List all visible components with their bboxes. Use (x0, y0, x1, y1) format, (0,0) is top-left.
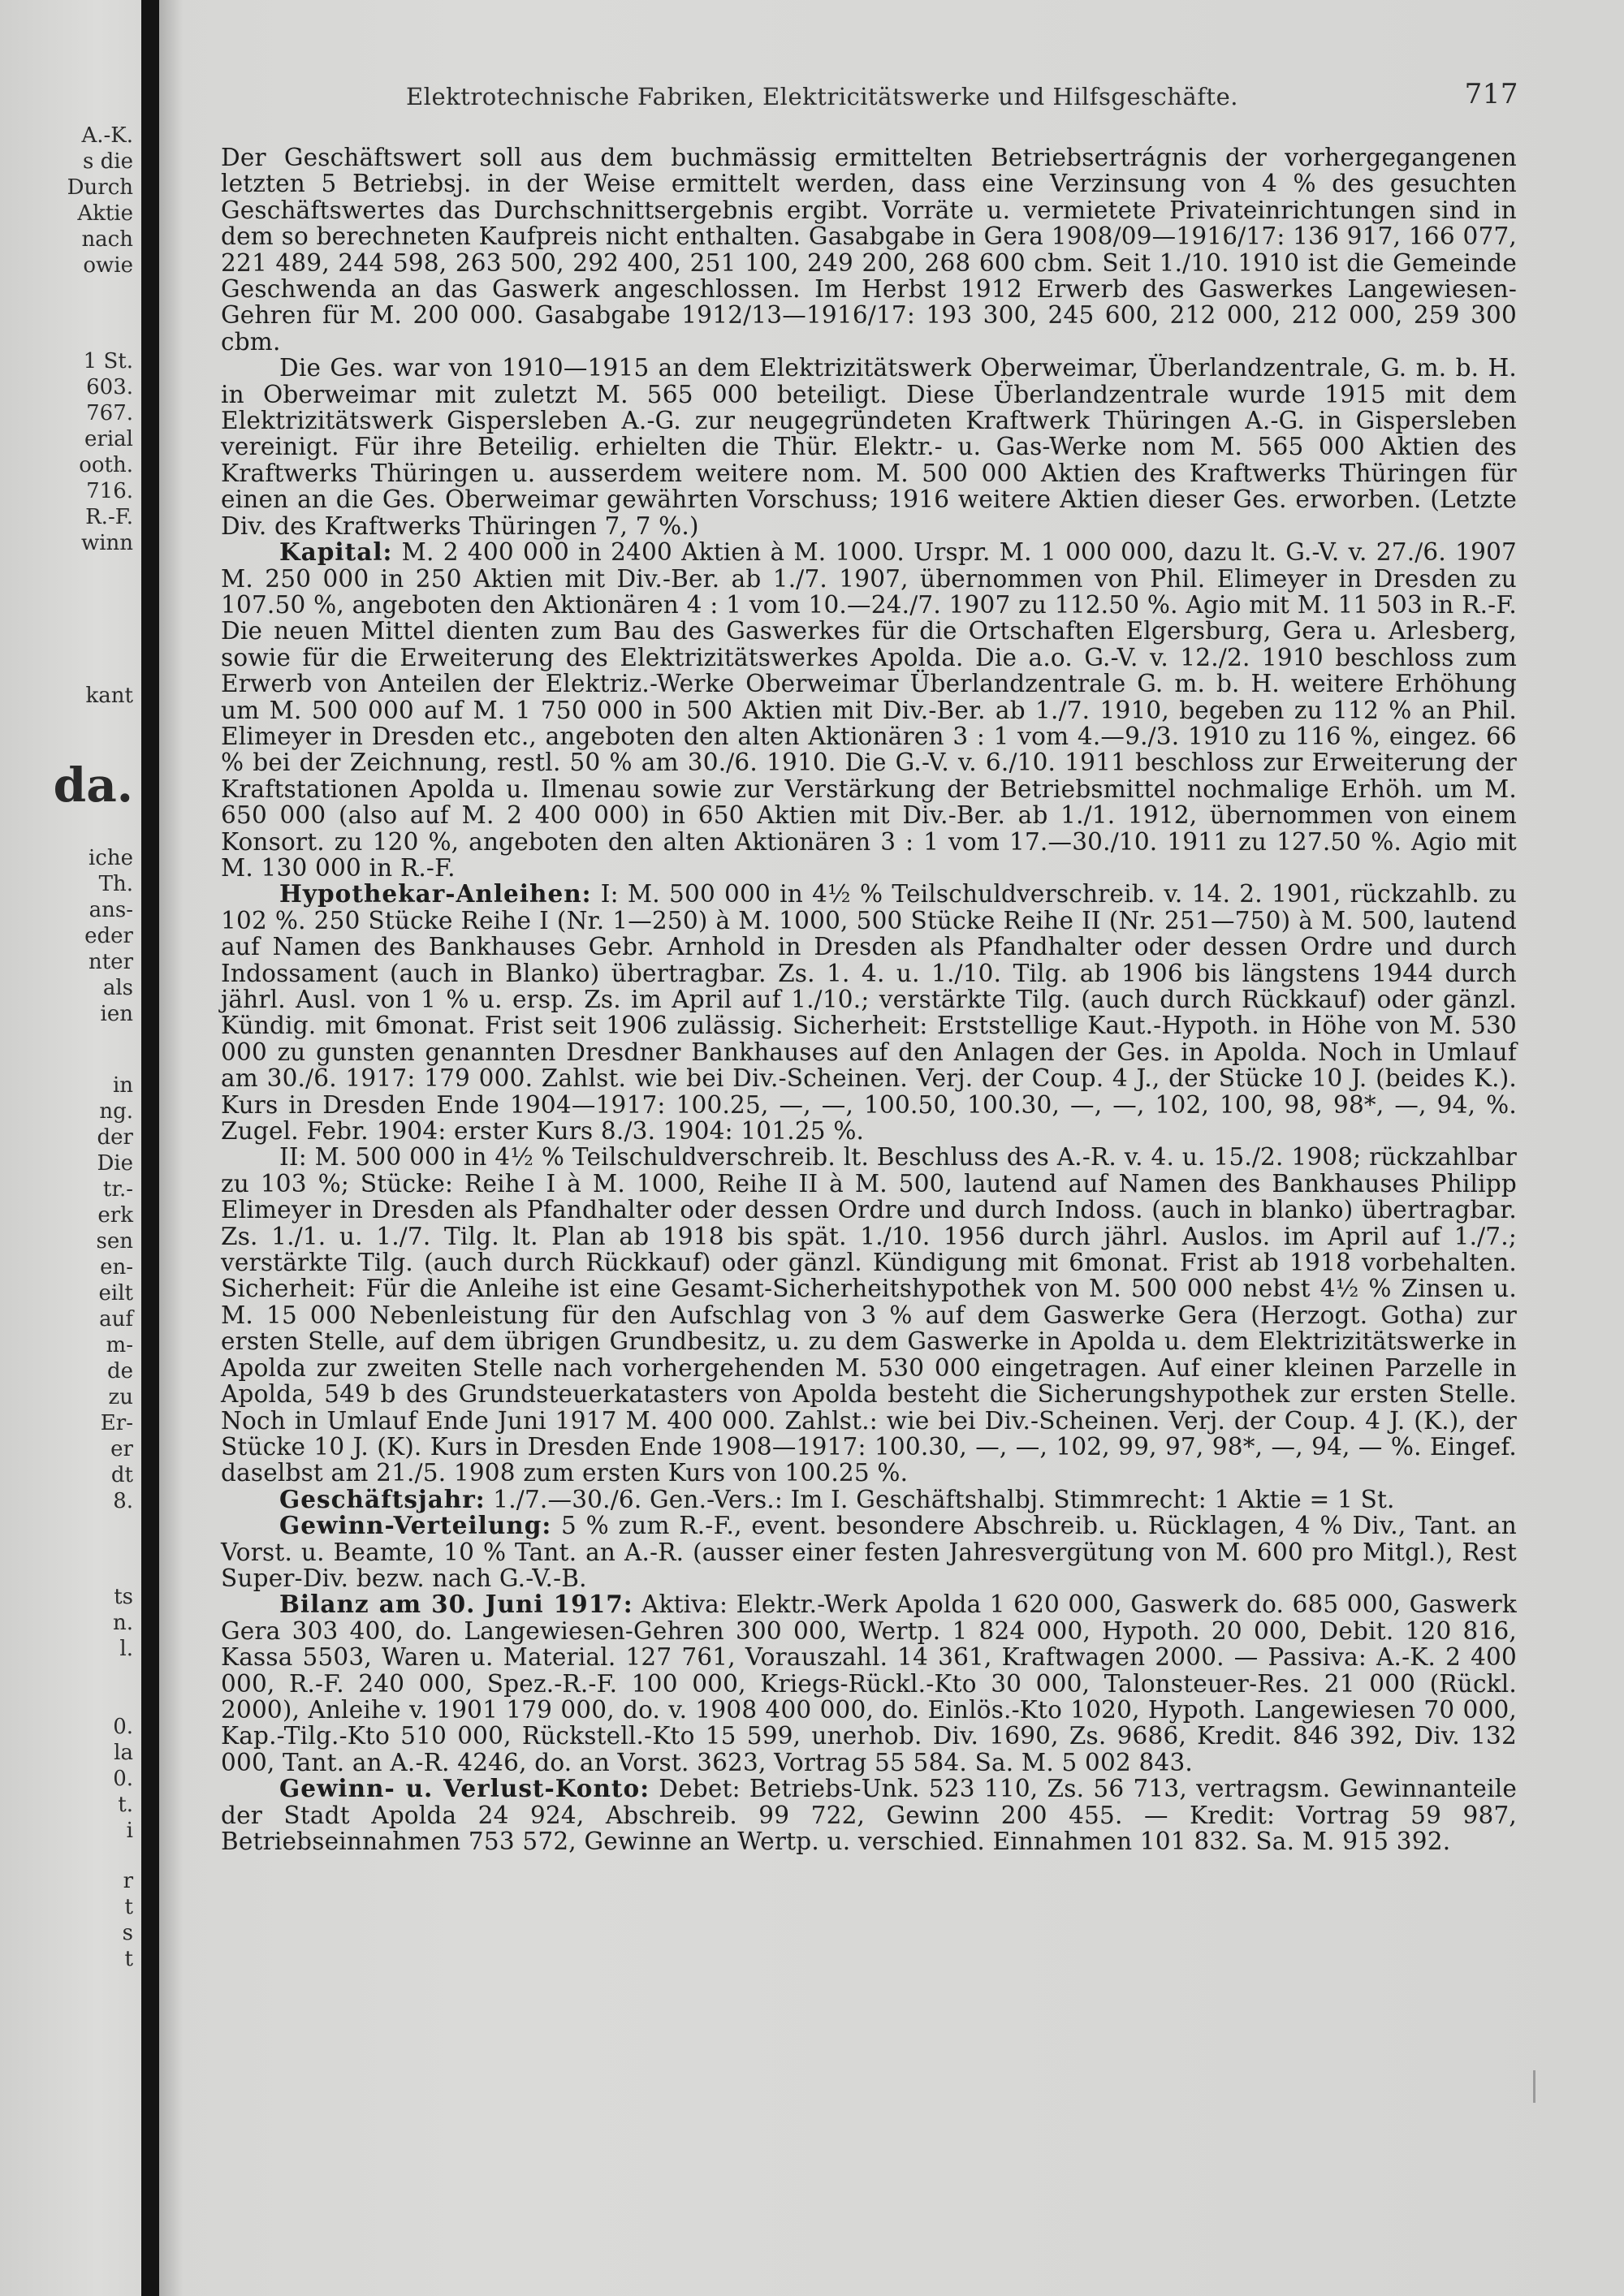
paragraph-text: M. 2 400 000 in 2400 Aktien à M. 1000. Urspr. M. 1 000 000, dazu lt. G.-V. v. 27./6. 1907 M. 250 000 in 250 Aktien mit Div.-Ber. ab 1./7. 1907, übernommen von Phil. Elimeyer in Dresden zu 107.50 %, angeboten den Aktionären 4 : 1 vom 10.—24./7. 1907 zu 112.50 %. Agio mit M. 11 503 in R.-F. Die neuen Mittel dienten zum Bau des Gaswerkes für die Ortschaften Elgersburg, Gera u. Arlesberg, sowie für die Erweiterung des Elektrizitätswerkes Apolda. Die a.o. G.-V. v. 12./2. 1910 beschloss zum Erwerb von Anteilen der Elektriz.-Werke Oberweimar Überlandzentrale G. m. b. H. weitere Erhöhung um M. 500 000 auf M. 1 750 000 in 500 Aktien mit Div.-Ber. ab 1./7. 1910, begeben zu 112 % an Phil. Elimeyer in Dresden etc., angeboten den alten Aktionären 3 : 1 vom 4.—9./3. 1910 zu 116 %, eingez. 66 % bei der Zeichnung, restl. 50 % am 30./6. 1910. Die G.-V. v. 6./10. 1911 beschloss zur Erweiterung der Kraftstationen Apolda u. Ilmenau sowie zur Verstärkung der Betriebsmittel nochmalige Erhöh. um M. 650 000 (also auf M. 2 400 000) in 650 Aktien mit Div.-Ber. ab 1./1. 1912, übernommen von einem Konsort. zu 120 %, angeboten den alten Aktionären 3 : 1 vom 17.—30./10. 1911 zu 127.50 %. Agio mit M. 130 000 in R.-F. (221, 538, 1518, 882)
margin-fragment: l. (119, 1637, 133, 1661)
margin-fragment: m- (106, 1333, 133, 1357)
margin-fragment: 716. (86, 479, 133, 503)
margin-fragment: t (124, 1895, 133, 1919)
paragraph (221, 1484, 1517, 1513)
paragraph-text: Debet: Betriebs-Unk. 523 110, Zs. 56 713, vertragsm. Gewinnanteile der Stadt Apolda 24 924, Abschreib. 99 722, Gewinn 200 455. — Kredit: Vortrag 59 987, Betriebseinnahmen 753 572, Gewinne an Wertp. u. verschied. Einnahmen 101 832. Sa. M. 915 392. (221, 1775, 1517, 1855)
paragraph (221, 145, 1517, 355)
margin-fragment: dt (110, 1463, 133, 1487)
margin-fragment: tr.- (102, 1177, 133, 1202)
margin-fragment: erial (84, 427, 133, 451)
paragraph-text: Aktiva: Elektr.-Werk Apolda 1 620 000, Gaswerk do. 685 000, Gaswerk Gera 303 400, do. Langewiesen-Gehren 300 000, Wertp. 1 824 000, Hypoth. 20 000, Debit. 120 816, Kassa 5503, Waren u. Material. 127 761, Vorauszahl. 14 361, Kraftwagen 2000. — Passiva: A.-K. 2 400 000, R.-F. 240 000, Spez.-R.-F. 100 000, Kriegs-Rückl.-Kto 30 000, Talonsteuer-Res. 21 000 (Rückl. 2000), Anleihe v. 1901 179 000, do. v. 1908 400 000, do. Einlös.-Kto 1020, Hypoth. Langewiesen 70 000, Kap.-Tilg.-Kto 510 000, Rückstell.-Kto 15 599, unerhob. Div. 1690, Zs. 9686, Kredit. 846 392, Div. 132 000, Tant. an A.-R. 4246, do. an Vorst. 3623, Vortrag 55 584. Sa. M. 5 002 843. (221, 1590, 1518, 1776)
margin-fragment: Durch (67, 175, 133, 200)
margin-fragment: nach (81, 227, 133, 252)
margin-fragment: auf (99, 1307, 133, 1331)
paragraph (221, 355, 1517, 539)
section-heading: Bilanz am 30. Juni 1917: (279, 1590, 633, 1619)
section-heading: Gewinn-Verteilung: (279, 1511, 552, 1540)
paragraph-text: II: M. 500 000 in 4½ % Teilschuldverschreib. lt. Beschluss des A.-R. v. 4. u. 15./2. 1908; rückzahlbar zu 103 %; Stücke: Reihe I à M. 1000, Reihe II à M. 500, lautend auf Namen des Bankhauses Philipp Elimeyer in Dresden als Pfandhalter oder dessen Ordre und durch Indoss. (auch in blanko) übertragbar. Zs. 1./1. u. 1./7. Tilg. lt. Plan ab 1918 bis spät. 1./10. 1956 durch jährl. Auslos. im April auf 1./7.; verstärkte Tilg. (auch durch Rückkauf) oder gänzl. Kündigung mit 6monat. Frist ab 1918 vorbehalten. Sicherheit: Für die Anleihe ist eine Gesamt-Sicherheitshypothek von M. 500 000 nebst 4½ % Zinsen u. M. 15 000 Nebenleistung für den Aufschlag von 3 % auf dem Gaswerke Gera (Herzogt. Gotha) zur ersten Stelle, auf dem übrigen Grundbesitz, u. zu dem Gaswerke in Apolda u. dem Elektrizitätswerke in Apolda zur zweiten Stelle nach vorhergehenden M. 530 000 eingetragen. Auf einer kleinen Parzelle in Apolda, 549 b des Grundsteuerkatasters von Apolda besteht die Sicherungshypothek zur ersten Stelle. Noch in Umlauf Ende Juni 1917 M. 400 000. Zahlst.: wie bei Div.-Scheinen. Verj. der Coup. 4 J. (K.), der Stücke 10 J. (K). Kurs in Dresden Ende 1908—1917: 100.30, —, —, 102, 99, 97, 98*, —, 94, — %. Eingef. daselbst am 21./5. 1908 zum ersten Kurs von 100.25 %. (221, 1143, 1517, 1487)
margin-fragment: i (126, 1819, 133, 1843)
margin-fragment: eder (84, 924, 133, 948)
margin-fragment: Die (97, 1151, 133, 1176)
margin-fragment: 1 St. (83, 349, 133, 373)
section-heading: Gewinn- u. Verlust-Konto: (279, 1774, 650, 1803)
gutter-shadow (159, 0, 184, 2296)
margin-fragment: iche (88, 846, 133, 870)
section-heading: Hypothekar-Anleihen: (279, 879, 592, 908)
margin-fragment: 8. (113, 1489, 133, 1513)
margin-fragment: r (123, 1869, 133, 1893)
main-text-column (221, 145, 1517, 1854)
margin-fragment: winn (80, 531, 133, 555)
paragraph (221, 1513, 1517, 1591)
margin-fragment: owie (83, 253, 133, 278)
margin-fragment: ts (114, 1585, 133, 1609)
paragraph-text: Die Ges. war von 1910—1915 an dem Elektrizitätswerk Oberweimar, Überlandzentrale, G. m. b. H. in Oberweimar mit zuletzt M. 565 000 beteiligt. Diese Überlandzentrale wurde 1915 mit dem Elektrizitätswerk Gispersleben A.-G. zur neugegründeten Kraftwerk Thüringen A.-G. in Gispersleben vereinigt. Für ihre Beteilig. erhielten die Thür. Elektr.- u. Gas-Werke nom M. 565 000 Aktien des Kraftwerks Thüringen u. ausserdem weitere nom. M. 500 000 Aktien des Kraftwerks Thüringen für einen an die Ges. Oberweimar gewährten Vorschuss; 1916 weitere Aktien dieser Ges. erworben. (Letzte Div. des Kraftwerks Thüringen 7, 7 %.) (221, 354, 1517, 540)
paragraph-text: 1./7.—30./6. Gen.-Vers.: Im I. Geschäftshalbj. Stimmrecht: 1 Aktie = 1 St. (493, 1485, 1395, 1513)
margin-fragment: ng. (99, 1099, 133, 1124)
margin-fragment: erk (97, 1203, 133, 1228)
margin-fragment: en- (100, 1255, 133, 1280)
running-head (406, 78, 1518, 119)
margin-fragment: ien (100, 1002, 133, 1026)
margin-fragment: er (110, 1437, 133, 1461)
margin-fragment: 767. (86, 401, 133, 425)
margin-fragment: R.-F. (85, 505, 133, 529)
section-heading: Kapital: (279, 537, 393, 567)
margin-fragment: n. (112, 1611, 133, 1635)
paragraph-text: I: M. 500 000 in 4½ % Teilschuldverschreib. v. 14. 2. 1901, rückzahlb. zu 102 %. 250 Stücke Reihe I (Nr. 1—250) à M. 1000, 500 Stücke Reihe II (Nr. 251—750) à M. 500, lautend auf Namen des Bankhauses Gebr. Arnhold in Dresden als Pfandhalter oder dessen Ordre und durch Indossament (auch in Blanko) übertragbar. Zs. 1. 4. u. 1./10. Tilg. ab 1906 bis längstens 1944 durch jährl. Ausl. von 1 % u. ersp. Zs. im April auf 1./10.; verstärkte Tilg. (auch durch Rückkauf) oder gänzl. Kündig. mit 6monat. Frist seit 1906 zulässig. Sicherheit: Erststellige Kaut.-Hypoth. in Höhe von M. 530 000 zu gunsten genannten Dresdner Bankhauses auf den Anlagen der Ges. in Apolda. Noch in Umlauf am 30./6. 1917: 179 000. Zahlst. wie bei Div.-Scheinen. Verj. der Coup. 4 J., der Stücke 10 J. (beides K.). Kurs in Dresden Ende 1904—1917: 100.25, —, —, 100.50, 100.30, —, —, 102, 100, 98, 98*, —, 94, %. Zugel. Febr. 1904: erster Kurs 8./3. 1904: 101.25 %. (221, 880, 1518, 1146)
paragraph (221, 1591, 1517, 1776)
book-gutter-edge (141, 0, 159, 2296)
margin-fragment: nter (88, 950, 133, 974)
margin-fragment: A.-K. (81, 123, 133, 148)
margin-fragment: de (106, 1359, 133, 1383)
margin-fragment: Aktie (77, 201, 133, 226)
paragraph (221, 539, 1517, 881)
page-number: 717 (1464, 78, 1518, 110)
margin-fragment: Er- (100, 1411, 133, 1435)
section-heading: Geschäftsjahr: (279, 1484, 486, 1513)
margin-fragment: 0. (113, 1715, 133, 1739)
margin-fragment: la (114, 1741, 133, 1765)
running-head-title: Elektrotechnische Fabriken, Elektricitätswerke und Hilfsgeschäfte. (406, 83, 1238, 110)
scan-artifact-mark (1533, 2070, 1535, 2103)
previous-page-margin (0, 0, 140, 2296)
margin-fragment: ooth. (79, 453, 133, 477)
margin-fragment: s (122, 1921, 133, 1945)
margin-fragment: ans- (89, 898, 133, 922)
margin-fragment: 0. (113, 1767, 133, 1791)
margin-fragment: Th. (98, 872, 133, 896)
margin-fragment: s die (83, 149, 133, 174)
margin-fragment: 603. (86, 375, 133, 399)
margin-fragment: in (112, 1073, 133, 1098)
paragraph-text: 5 % zum R.-F., event. besondere Abschreib. u. Rücklagen, 4 % Div., Tant. an Vorst. u. Beamte, 10 % Tant. an A.-R. (ausser einer festen Jahresvergütung von M. 600 pro Mitgl.), Rest Super-Div. bezw. nach G.-V.-B. (221, 1512, 1518, 1592)
margin-heading-fragment: da. (53, 757, 133, 813)
paragraph (221, 1144, 1517, 1486)
margin-fragment: zu (108, 1385, 133, 1409)
paragraph (221, 881, 1517, 1144)
margin-fragment: sen (96, 1229, 133, 1254)
paragraph (221, 1776, 1517, 1854)
margin-fragment: kant (85, 684, 133, 708)
margin-fragment: t (124, 1947, 133, 1971)
margin-fragment: t. (118, 1793, 133, 1817)
paragraph-text: Der Geschäftswert soll aus dem buchmässig ermittelten Betriebsertrágnis der vorhergegangenen letzten 5 Betriebsj. in der Weise ermittelt werden, dass eine Verzinsung von 4 % des gesuchten Geschäftswertes das Durchschnittsergebnis ergibt. Vorräte u. vermietete Privateinrichtungen sind in dem so berechneten Kaufpreis nicht enthalten. Gasabgabe in Gera 1908/09—1916/17: 136 917, 166 077, 221 489, 244 598, 263 500, 292 400, 251 100, 249 200, 268 600 cbm. Seit 1./10. 1910 ist die Gemeinde Geschwenda an das Gaswerk angeschlossen. Im Herbst 1912 Erwerb des Gaswerkes Langewiesen-Gehren für M. 200 000. Gasabgabe 1912/13—1916/17: 193 300, 245 600, 212 000, 212 000, 259 300 cbm. (221, 144, 1517, 356)
margin-fragment: als (102, 976, 133, 1000)
margin-fragment: der (97, 1125, 133, 1150)
margin-fragment: eilt (98, 1281, 133, 1306)
